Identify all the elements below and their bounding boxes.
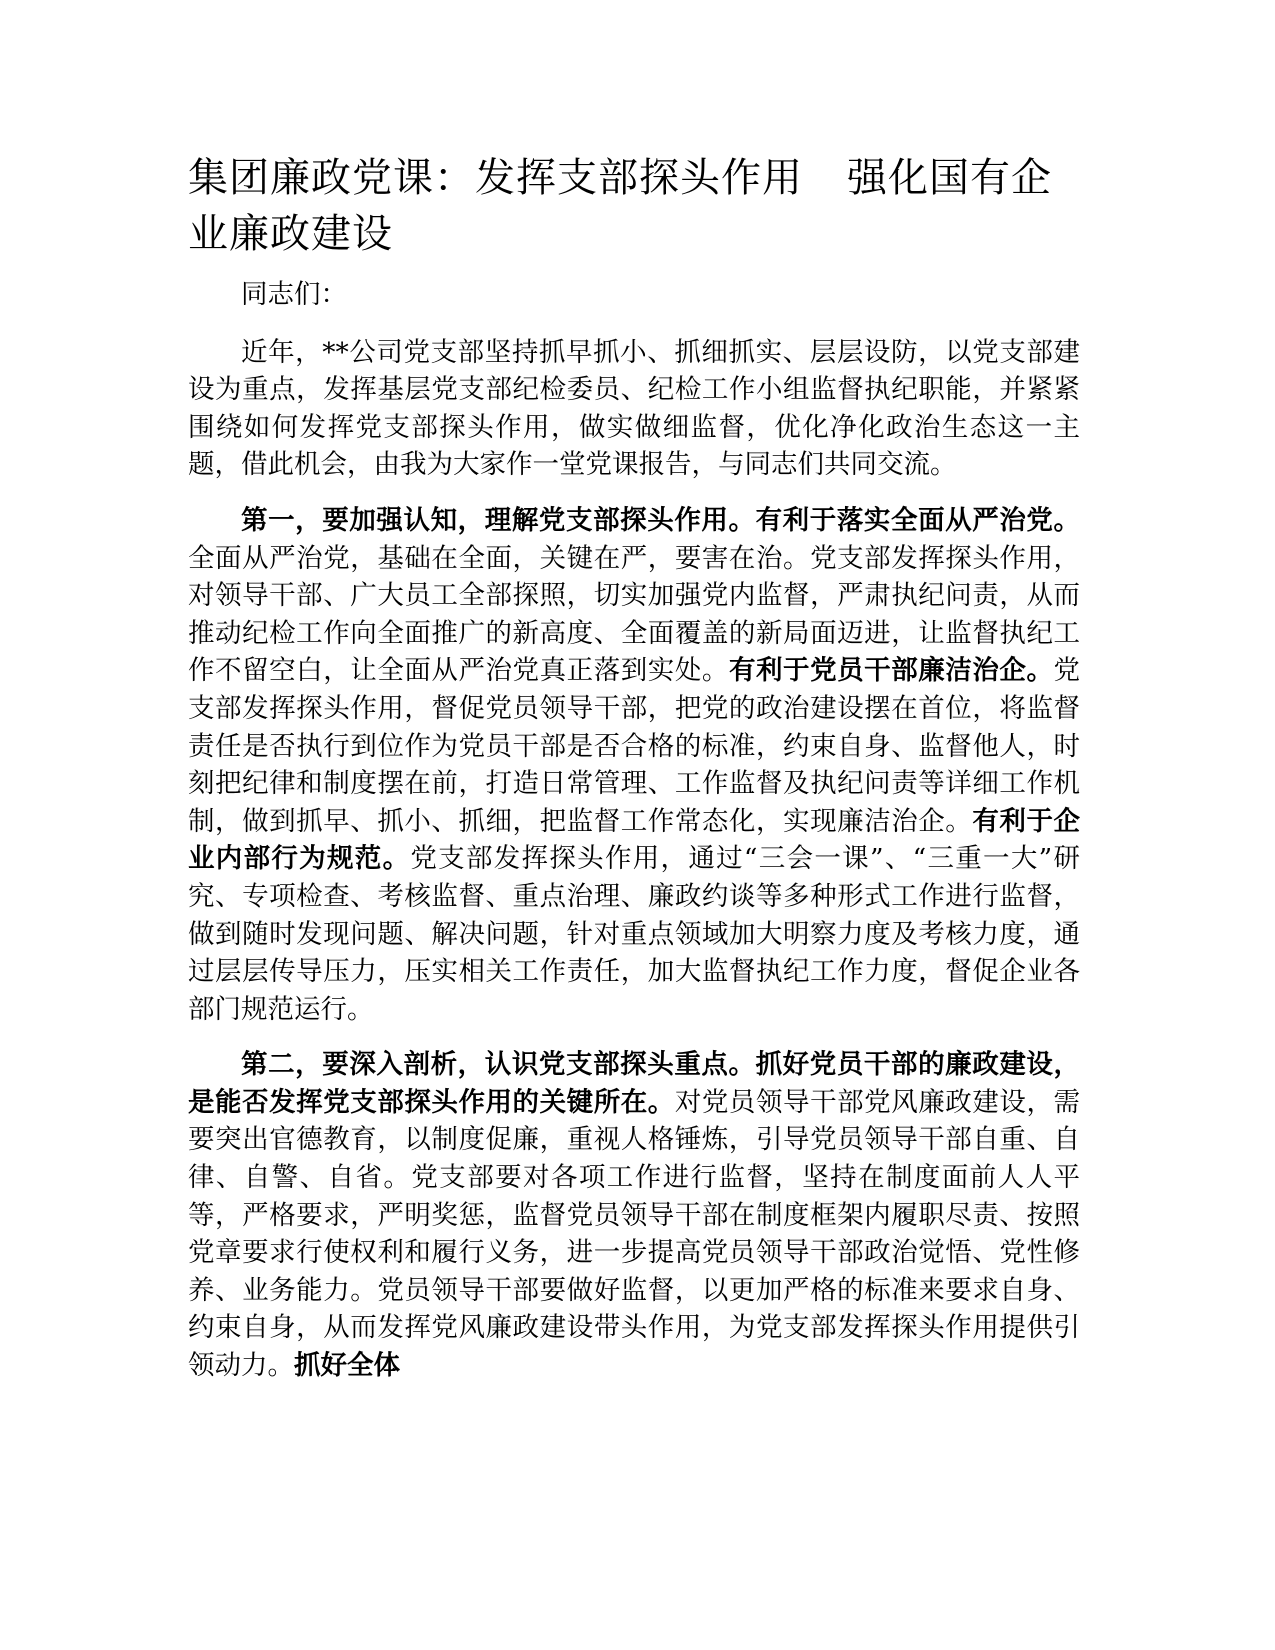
section-2-heading: 第二，要深入剖析，认识党支部探头重点。 [241,1049,756,1081]
section-1-point-2-text: 党支部发挥探头作用，督促党员领导干部，把党的政治建设摆在首位，将监督责任是否执行到位作为党员干部是否合格的标准，约束自身、监督他人，时刻把纪律和制度摆在前，打造日常管理、工作监督及执纪问责等详细工作机制，做到抓早、抓小、抓细，把监督工作常态化，实现廉洁治企。 [188,655,1080,837]
section-1-point-2-heading: 有利于党员干部廉洁治企。 [728,655,1054,687]
section-1-point-3-text: 党支部发挥探头作用，通过“三会一课”、“三重一大”研究、专项检查、考核监督、重点治理、廉政约谈等多种形式工作进行监督，做到随时发现问题、解决问题，针对重点领域加大明察力度及考核力度，通过层层传导压力，压实相关工作责任，加大监督执纪工作力度，督促企业各部门规范运行。 [188,843,1080,1025]
section-1-point-1-heading: 有利于落实全面从严治党。 [755,504,1081,536]
salutation: 同志们： [241,279,347,310]
document-page [188,150,1080,1403]
section-2-point-1-heading: 抓好党员干部的廉政建设，是能否发挥党支部探头作用的关键所在。 [188,1049,1081,1118]
section-2-point-2-heading: 抓好全体 [294,1350,400,1382]
section-2-point-1-text: 对党员领导干部党风廉政建设，需要突出官德教育，以制度促廉，重视人格锤炼，引导党员领导干部自重、自律、自警、自省。党支部要对各项工作进行监督，坚持在制度面前人人平等，严格要求，严明奖惩，监督党员领导干部在制度框架内履职尽责、按照党章要求行使权利和履行义务，进一步提高党员领导干部政治觉悟、党性修养、业务能力。党员领导干部要做好监督，以更加严格的标准来要求自身、约束自身，从而发挥党风廉政建设带头作用，为党支部发挥探头作用提供引领动力。 [188,1086,1080,1382]
title-part-1: 集团廉政党课：发挥支部探头作用 [188,155,803,201]
section-1-point-3-heading: 有利于企业内部行为规范。 [188,805,1080,875]
title-part-2: 强化国有企业廉政建设 [188,155,1052,257]
section-1-point-1-text: 全面从严治党，基础在全面，关键在严，要害在治。党支部发挥探头作用，对领导干部、广大员工全部探照，切实加强党内监督，严肃执纪问责，从而推动纪检工作向全面推广的新高度、全面覆盖的新局面迈进，让监督执纪工作不留空白，让全面从严治党真正落到实处。 [188,542,1080,687]
section-1-paragraph [188,502,1080,1028]
intro-paragraph: 近年，**公司党支部坚持抓早抓小、抓细抓实、层层设防，以党支部建设为重点，发挥基层党支部纪检委员、纪检工作小组监督执纪职能，并紧紧围绕如何发挥党支部探头作用，做实做细监督，优化净化政治生态这一主题，借此机会，由我为大家作一堂党课报告，与同志们共同交流。 [188,336,1080,481]
section-2-paragraph [188,1046,1080,1384]
section-1-heading: 第一，要加强认知，理解党支部探头作用。 [241,504,756,536]
document-title [188,150,1080,262]
